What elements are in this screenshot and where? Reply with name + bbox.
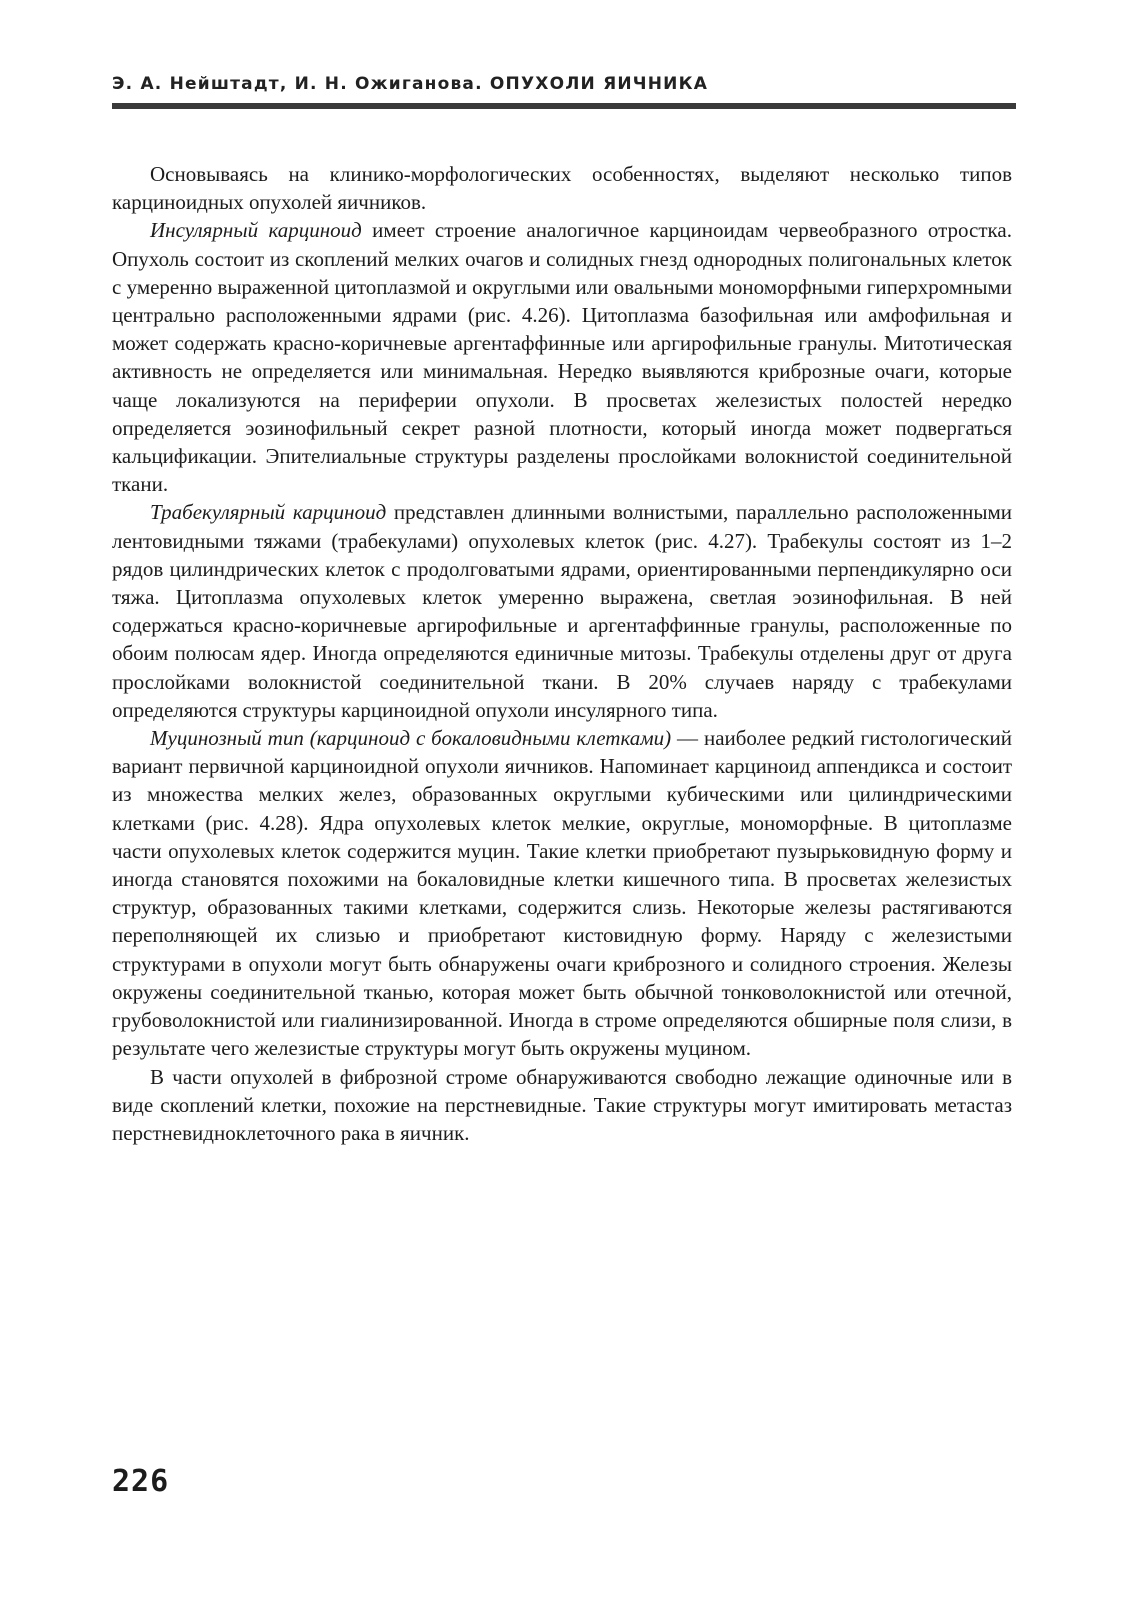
page-number: 226 — [112, 1464, 170, 1499]
term-trabecular-carcinoid: Трабекулярный карциноид — [150, 500, 387, 525]
paragraph-mucinous-type-text: — наиболее редкий гистологический вариант первичной карциноидной опухоли яичников. Напоминает карциноид аппендикса и состоит из множества мелких желез, образованных округлыми кубическими или цилиндрическими клетками (рис. 4.28). Ядра опухолевых клеток мелкие, округлые, мономорфные. В цитоплазме части опухолевых клеток содержится муцин. Такие клетки приобретают пузырьковидную форму и иногда становятся похожими на бокаловидные клетки кишечного типа. В просветах железистых структур, образованных такими клетками, содержится слизь. Некоторые железы растягиваются переполняющей их слизью и приобретают кистовидную форму. Наряду с железистыми структурами в опухоли могут быть обнаружены очаги криброзного и солидного строения. Железы окружены соединительной тканью, которая может быть обычной тонковолокнистой или отечной, грубоволокнистой или гиалинизированной. Иногда в строме определяются обширные поля слизи, в результате чего железистые структуры могут быть окружены муцином. — [112, 726, 1012, 1061]
paragraph-trabecular-carcinoid — [112, 498, 1012, 724]
header-book-title: ОПУХОЛИ ЯИЧНИКА — [489, 74, 709, 94]
paragraph-signet-ring — [112, 1063, 1012, 1148]
paragraph-intro-text: Основываясь на клинико-морфологических особенностях, выделяют несколько типов карциноидных опухолей яичников. — [112, 162, 1012, 215]
running-head — [112, 72, 1012, 96]
paragraph-intro — [112, 160, 1012, 216]
paragraph-mucinous-type — [112, 724, 1012, 1062]
body-text — [112, 160, 1012, 1147]
paragraph-trabecular-carcinoid-text: представлен длинными волнистыми, параллельно расположенными лентовидными тяжами (трабекулами) опухолевых клеток (рис. 4.27). Трабекулы состоят из 1–2 рядов цилиндрических клеток с продолговатыми ядрами, ориентированными перпендикулярно оси тяжа. Цитоплазма опухолевых клеток умеренно выражена, светлая эозинофильная. В ней содержаться красно-коричневые аргирофильные и аргентаффинные гранулы, расположенные по обоим полюсам ядер. Иногда определяются единичные митозы. Трабекулы отделены друг от друга прослойками волокнистой соединительной ткани. В 20% случаев наряду с трабекулами определяются структуры карциноидной опухоли инсулярного типа. — [112, 500, 1012, 722]
paragraph-insular-carcinoid-text: имеет строение аналогичное карциноидам червеобразного отростка. Опухоль состоит из скоплений мелких очагов и солидных гнезд однородных полигональных клеток с умеренно выраженной цитоплазмой и округлыми или овальными мономорфными гиперхромными центрально расположенными ядрами (рис. 4.26). Цитоплазма базофильная или амфофильная и может содержать красно-коричневые аргентаффинные или аргирофильные гранулы. Митотическая активность не определяется или минимальная. Нередко выявляются криброзные очаги, которые чаще локализуются на периферии опухоли. В просветах железистых полостей нередко определяется эозинофильный секрет разной плотности, который иногда может подвергаться кальцификации. Эпителиальные структуры разделены прослойками волокнистой соединительной ткани. — [112, 218, 1012, 497]
term-mucinous-type: Муцинозный тип (карциноид с бокаловидными клетками) — [150, 726, 672, 751]
paragraph-insular-carcinoid — [112, 216, 1012, 498]
header-authors: Э. А. Нейштадт, И. Н. Ожиганова. — [112, 74, 483, 94]
term-insular-carcinoid: Инсулярный карциноид — [150, 218, 362, 243]
header-rule — [112, 103, 1016, 109]
paragraph-signet-ring-text: В части опухолей в фиброзной строме обнаруживаются свободно лежащие одиночные или в виде скоплений клетки, похожие на перстневидные. Такие структуры могут имитировать метастаз перстневидноклеточного рака в яичник. — [112, 1064, 1012, 1145]
